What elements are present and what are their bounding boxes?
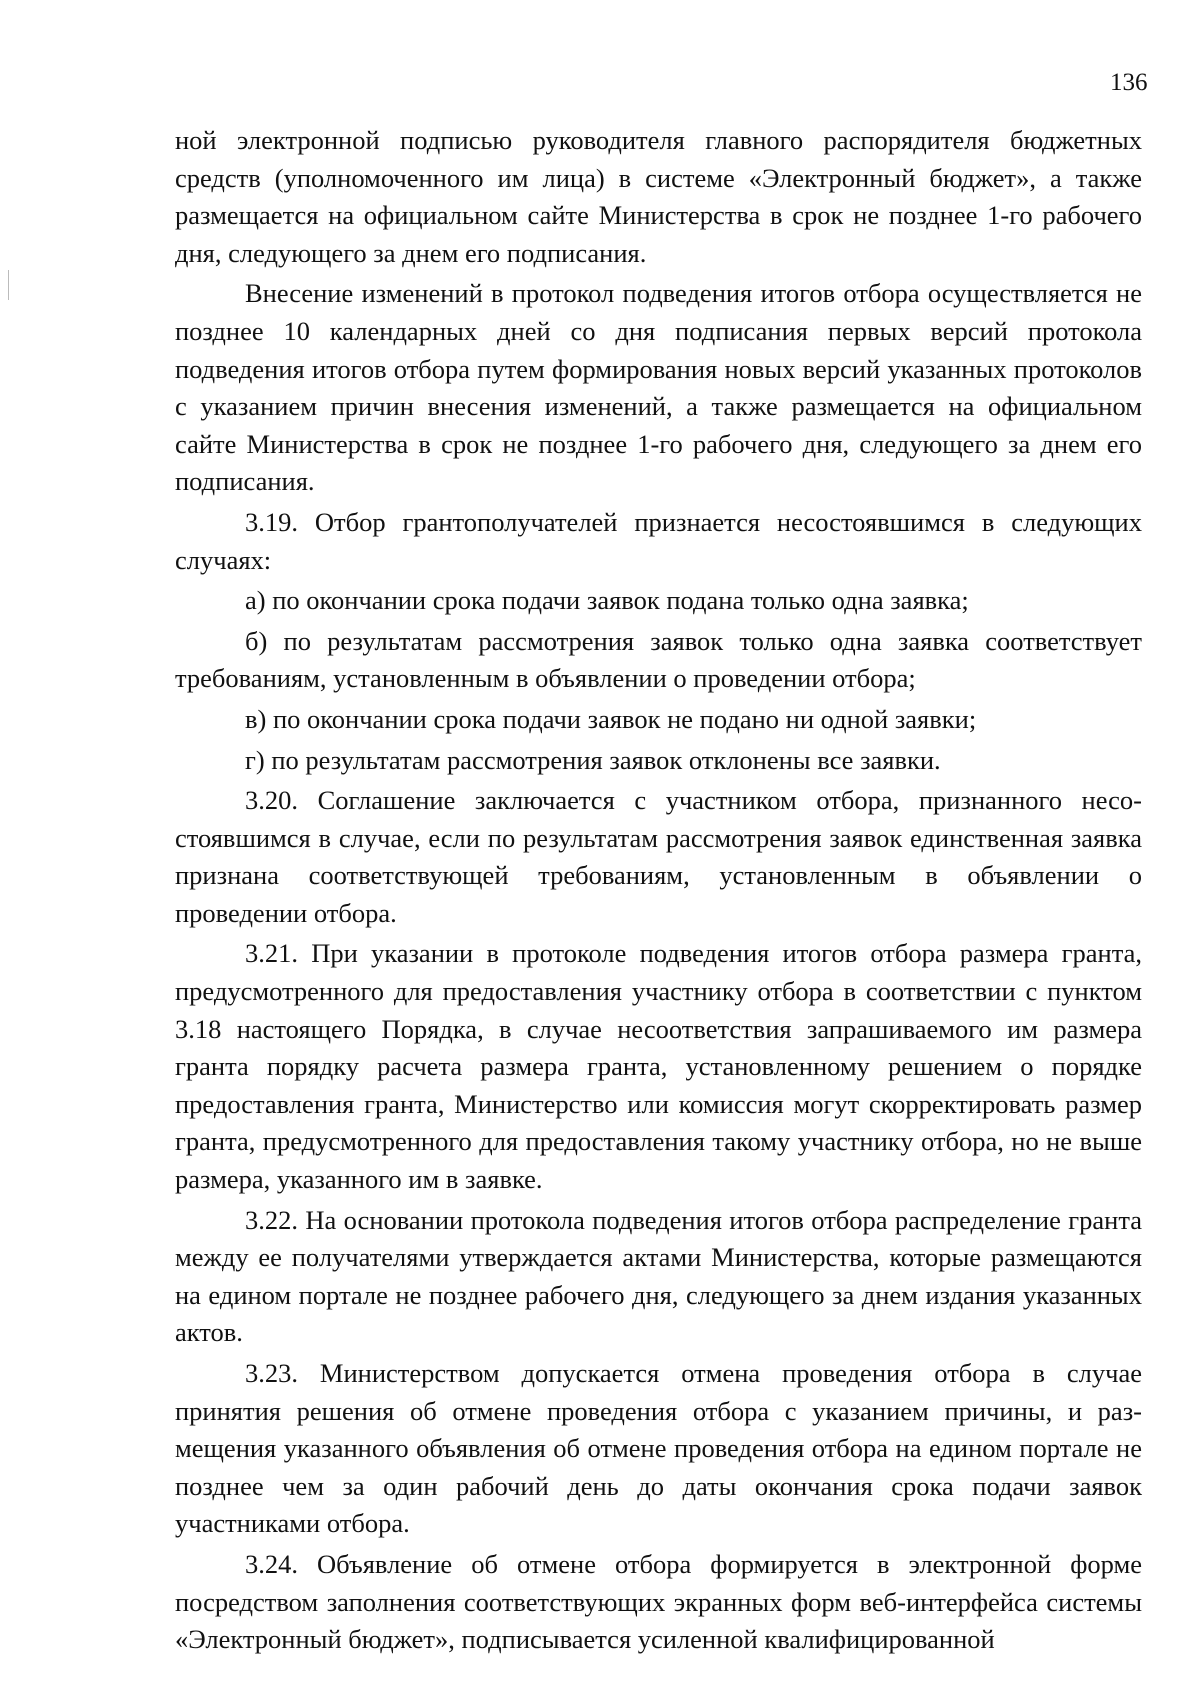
scan-edge-mark [8, 270, 9, 300]
list-item-v: в) по окончании срока подачи заявок не подано ни одной заявки; [245, 703, 977, 734]
paragraph-protocol-changes: Внесение изменений в протокол подведения итогов отбора осуществляется не позднее 10 календарных дней со дня подписания первых версий протокола подведения итогов отбора путем формирования новых версий указанных протоколов с указанием причин внесения изменений, а также размещается на официальном сайте Министерства в срок не позднее 1-го рабочего дня, следующего за днем его подписания. [175, 278, 1142, 497]
document-body [175, 122, 1142, 1659]
list-item-b: б) по результатам рассмотрения заявок только одна заявка соответствует требованиям, установленным в объявлении о проведении отбора; [175, 625, 1142, 694]
paragraph-3-19: 3.19. Отбор грантополучателей признается несостоявшимся в следующих случаях: [175, 506, 1142, 575]
paragraph-3-24: 3.24. Объявление об отмене отбора формируется в электронной форме посредством заполнения соответствующих экранных форм веб-интерфейса системы «Электронный бюджет», подписывается усиленной квалифицированной [175, 1548, 1142, 1655]
paragraph-3-21: 3.21. При указании в протоколе подведения итогов отбора размера гранта, предусмотренного для предоставления участнику отбора в соответствии с пунктом 3.18 настоящего Порядка, в случае несоответствия запрашиваемого им размера гранта порядку расчета размера гранта, установленному решением о порядке предоставления гранта, Министерство или комиссия могут скорректировать размер гранта, предусмотренного для предоставления такому участнику отбора, но не выше размера, указанного им в заявке. [175, 938, 1142, 1195]
page-number: 136 [1110, 69, 1148, 96]
paragraph-3-23: 3.23. Министерством допускается отмена проведения отбора в случае принятия решения об отмене проведения отбора с указанием причины, и размещения указанного объявления об отмене проведения отбора на едином портале не позднее чем за один рабочий день до даты окончания срока подачи заявок участниками отбора. [175, 1358, 1142, 1539]
list-item-g: г) по результатам рассмотрения заявок отклонены все заявки. [245, 744, 941, 775]
list-item-a: а) по окончании срока подачи заявок подана только одна заявка; [245, 585, 969, 616]
paragraph-continuation: ной электронной подписью руководителя главного распорядителя бюджетных средств (уполномоченного им лица) в системе «Электронный бюджет», а также размещается на официальном сайте Министерства в срок не позднее 1-го рабочего дня, следующего за днем его подписания. [175, 125, 1142, 268]
paragraph-3-22: 3.22. На основании протокола подведения итогов отбора распределение гранта между ее получателями утверждается актами Министерства, которые размещаются на едином портале не позднее рабочего дня, следующего за днем издания указанных актов. [175, 1204, 1142, 1348]
paragraph-3-20: 3.20. Соглашение заключается с участником отбора, признанного несостоявшимся в случае, если по результатам рассмотрения заявок единственная заявка признана соответствующей требованиям, установленным в объявлении о проведении отбора. [175, 785, 1142, 928]
